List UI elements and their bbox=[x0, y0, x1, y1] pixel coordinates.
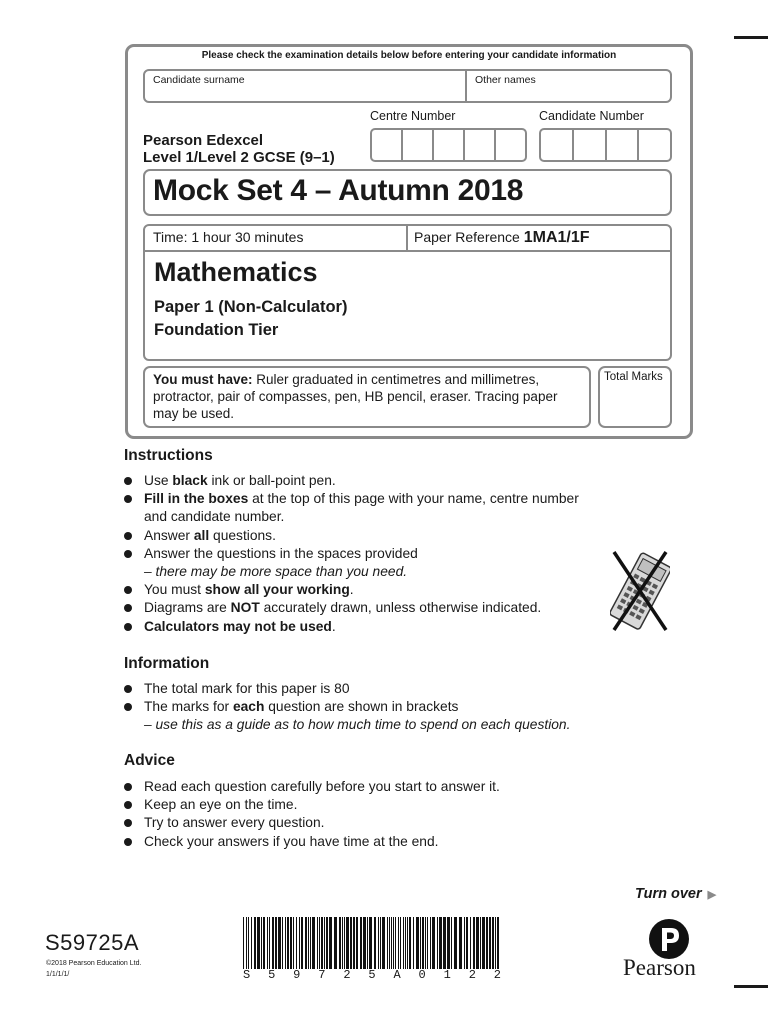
barcode-bar bbox=[497, 917, 499, 969]
instructions-item bbox=[124, 490, 584, 526]
print-code: 1/1/1/1/ bbox=[46, 971, 70, 978]
barcode-bar bbox=[246, 917, 247, 969]
item-text: You must bbox=[144, 582, 205, 598]
barcode-bar bbox=[369, 917, 372, 969]
barcode-digit: S bbox=[243, 968, 251, 982]
barcode-bar bbox=[339, 917, 341, 969]
barcode-bar bbox=[473, 917, 475, 969]
instructions-item bbox=[124, 472, 584, 490]
barcode-bar bbox=[492, 917, 494, 969]
barcode-bar bbox=[299, 917, 300, 969]
barcode-bar bbox=[466, 917, 468, 969]
item-emphasis: Calculators may not be used bbox=[144, 618, 332, 634]
barcode-bar bbox=[267, 917, 268, 969]
item-emphasis: all bbox=[193, 527, 210, 543]
barcode-bar bbox=[305, 917, 307, 969]
bullet-icon bbox=[124, 604, 132, 612]
barcode-bar bbox=[344, 917, 345, 969]
barcode-bar bbox=[374, 917, 376, 969]
barcode-bar bbox=[459, 917, 462, 969]
bullet-icon bbox=[124, 819, 132, 827]
instructions-item bbox=[124, 581, 584, 599]
barcode-bar bbox=[380, 917, 381, 969]
barcode-bar bbox=[443, 917, 446, 969]
barcode bbox=[243, 917, 501, 969]
bullet-icon bbox=[124, 783, 132, 791]
instructions-item bbox=[124, 527, 584, 545]
information-list bbox=[124, 680, 584, 735]
barcode-bar bbox=[296, 917, 297, 969]
bullet-icon bbox=[124, 703, 132, 711]
information-heading: Information bbox=[124, 655, 210, 672]
instructions-heading: Instructions bbox=[124, 447, 213, 464]
other-names-label: Other names bbox=[475, 74, 536, 86]
bullet-icon bbox=[124, 550, 132, 558]
barcode-bar bbox=[317, 917, 318, 969]
advice-list bbox=[124, 778, 584, 851]
barcode-bar bbox=[470, 917, 471, 969]
digit-box[interactable] bbox=[607, 130, 640, 160]
barcode-digit: 5 bbox=[268, 968, 276, 982]
item-emphasis: black bbox=[172, 473, 208, 488]
barcode-bar bbox=[346, 917, 349, 969]
barcode-bar bbox=[254, 917, 256, 969]
bullet-icon bbox=[124, 623, 132, 631]
barcode-bar bbox=[447, 917, 450, 969]
barcode-bar bbox=[282, 917, 283, 969]
candidate-number-boxes[interactable] bbox=[539, 128, 672, 162]
item-emphasis: NOT bbox=[230, 600, 260, 616]
registration-mark-bottom bbox=[734, 985, 768, 988]
qualification-level: Level 1/Level 2 GCSE (9–1) bbox=[143, 149, 335, 166]
barcode-digit: 5 bbox=[368, 968, 376, 982]
paper-reference bbox=[414, 229, 590, 247]
barcode-bar bbox=[480, 917, 481, 969]
barcode-bar bbox=[395, 917, 396, 969]
copyright-block bbox=[46, 958, 141, 980]
paper-subtitle bbox=[154, 296, 347, 342]
barcode-digit: A bbox=[393, 968, 401, 982]
barcode-digit: 2 bbox=[468, 968, 476, 982]
board-name: Pearson Edexcel bbox=[143, 132, 264, 149]
barcode-digit: 7 bbox=[318, 968, 326, 982]
bullet-icon bbox=[124, 838, 132, 846]
barcode-bar bbox=[454, 917, 457, 969]
barcode-bar bbox=[420, 917, 421, 969]
registration-mark-top bbox=[734, 36, 768, 39]
advice-item bbox=[124, 778, 584, 796]
candidate-surname-field[interactable] bbox=[143, 69, 467, 103]
barcode-bar bbox=[389, 917, 390, 969]
item-emphasis: show all your working bbox=[204, 582, 350, 598]
barcode-bar bbox=[403, 917, 404, 969]
barcode-bar bbox=[391, 917, 392, 969]
barcode-bar bbox=[495, 917, 496, 969]
barcode-digit: 9 bbox=[293, 968, 301, 982]
information-item bbox=[124, 680, 584, 698]
barcode-bar bbox=[427, 917, 428, 969]
barcode-digit: 2 bbox=[493, 968, 501, 982]
turn-over-note bbox=[635, 886, 716, 902]
barcode-bar bbox=[476, 917, 479, 969]
barcode-bar bbox=[464, 917, 465, 969]
bullet-icon bbox=[124, 532, 132, 540]
check-note: Please check the examination details below before entering your candidate information bbox=[201, 50, 617, 61]
barcode-digit: 2 bbox=[343, 968, 351, 982]
item-text: Try to answer every question. bbox=[144, 815, 325, 831]
barcode-bar bbox=[482, 917, 485, 969]
bullet-icon bbox=[124, 586, 132, 594]
exam-title: Mock Set 4 – Autumn 2018 bbox=[153, 174, 524, 207]
item-text: Use bbox=[144, 473, 173, 488]
item-note: – there may be more space than you need. bbox=[144, 564, 408, 580]
must-have-text: Ruler graduated in centimetres and millimetres, protractor, pair of compasses, pen, HB pencil, eraser. Tracing paper may be used. bbox=[153, 372, 558, 421]
total-marks-label: Total Marks bbox=[604, 371, 663, 383]
no-calculator-icon bbox=[610, 548, 670, 632]
barcode-bar bbox=[350, 917, 352, 969]
barcode-bar bbox=[489, 917, 491, 969]
exam-board bbox=[143, 132, 335, 166]
pearson-logo-icon bbox=[648, 918, 690, 960]
barcode-bar bbox=[416, 917, 419, 969]
barcode-bar bbox=[439, 917, 442, 969]
item-text: The marks for bbox=[144, 699, 233, 715]
bullet-icon bbox=[124, 685, 132, 693]
candidate-surname-label: Candidate surname bbox=[153, 74, 245, 86]
barcode-bar bbox=[432, 917, 435, 969]
barcode-bar bbox=[285, 917, 286, 969]
advice-item bbox=[124, 833, 584, 851]
barcode-digit: 1 bbox=[443, 968, 451, 982]
item-emphasis: each bbox=[232, 699, 265, 715]
item-text: at the top of this page with your name, centre number and candidate number. bbox=[144, 491, 579, 525]
barcode-bar bbox=[308, 917, 309, 969]
item-text: . bbox=[349, 582, 354, 598]
turn-over-text: Turn over bbox=[635, 886, 702, 902]
barcode-bar bbox=[378, 917, 379, 969]
instructions-list bbox=[124, 472, 584, 636]
barcode-bar bbox=[329, 917, 332, 969]
candidate-number-label: Candidate Number bbox=[539, 109, 644, 123]
instructions-item bbox=[124, 599, 584, 617]
barcode-bar bbox=[261, 917, 262, 969]
item-note: – use this as a guide as to how much time to spend on each question. bbox=[144, 717, 571, 733]
bullet-icon bbox=[124, 495, 132, 503]
digit-box[interactable] bbox=[465, 130, 496, 160]
item-text: Read each question carefully before you start to answer it. bbox=[144, 779, 500, 794]
instructions-item bbox=[124, 618, 584, 636]
item-text: . bbox=[331, 618, 336, 634]
barcode-bar bbox=[293, 917, 294, 969]
exam-time: Time: 1 hour 30 minutes bbox=[153, 229, 304, 245]
item-emphasis: Fill in the boxes bbox=[144, 491, 249, 507]
advice-item bbox=[124, 814, 584, 832]
centre-number-label: Centre Number bbox=[370, 109, 456, 123]
barcode-bar bbox=[430, 917, 431, 969]
item-text: The total mark for this paper is 80 bbox=[144, 681, 350, 696]
bullet-icon bbox=[124, 477, 132, 485]
item-text: questions. bbox=[209, 527, 276, 543]
digit-box[interactable] bbox=[434, 130, 465, 160]
copyright: ©2018 Pearson Education Ltd. bbox=[46, 960, 142, 967]
item-text: ink or ball-point pen. bbox=[207, 473, 336, 488]
barcode-bar bbox=[324, 917, 325, 969]
barcode-bar bbox=[393, 917, 394, 969]
barcode-bar bbox=[360, 917, 362, 969]
barcode-bar bbox=[251, 917, 252, 969]
barcode-bar bbox=[290, 917, 292, 969]
information-item bbox=[124, 698, 584, 734]
barcode-bar bbox=[269, 917, 270, 969]
barcode-digit: 0 bbox=[418, 968, 426, 982]
barcode-bar bbox=[486, 917, 488, 969]
barcode-bar bbox=[263, 917, 265, 969]
barcode-bar bbox=[321, 917, 323, 969]
barcode-bar bbox=[319, 917, 320, 969]
paper-name: Paper 1 (Non-Calculator) bbox=[154, 298, 348, 316]
barcode-bar bbox=[422, 917, 424, 969]
item-text: Answer bbox=[144, 527, 194, 543]
centre-number-boxes[interactable] bbox=[370, 128, 527, 162]
barcode-bar bbox=[287, 917, 289, 969]
item-text: Diagrams are bbox=[144, 600, 231, 616]
subject-title: Mathematics bbox=[154, 257, 318, 287]
barcode-digits bbox=[243, 968, 501, 982]
item-text: Check your answers if you have time at the end. bbox=[144, 833, 439, 849]
item-text: accurately drawn, unless otherwise indicated. bbox=[259, 600, 542, 616]
digit-box[interactable] bbox=[403, 130, 434, 160]
barcode-bar bbox=[413, 917, 414, 969]
barcode-bar bbox=[312, 917, 315, 969]
barcode-bar bbox=[437, 917, 438, 969]
barcode-bar bbox=[334, 917, 337, 969]
barcode-bar bbox=[310, 917, 311, 969]
paper-reference-code: 1MA1/1F bbox=[523, 229, 590, 246]
triangle-right-icon: ▶ bbox=[707, 889, 717, 901]
barcode-bar bbox=[353, 917, 355, 969]
barcode-bar bbox=[398, 917, 399, 969]
barcode-bar bbox=[409, 917, 411, 969]
digit-box[interactable] bbox=[496, 130, 525, 160]
barcode-bar bbox=[278, 917, 281, 969]
barcode-bar bbox=[257, 917, 260, 969]
barcode-bar bbox=[367, 917, 368, 969]
advice-item bbox=[124, 796, 584, 814]
bullet-icon bbox=[124, 801, 132, 809]
barcode-bar bbox=[301, 917, 303, 969]
advice-heading: Advice bbox=[124, 752, 175, 769]
divider bbox=[406, 224, 408, 251]
publisher-wordmark: Pearson bbox=[623, 955, 696, 980]
barcode-bar bbox=[425, 917, 426, 969]
barcode-bar bbox=[243, 917, 244, 969]
item-text: Answer the questions in the spaces provided bbox=[144, 545, 418, 561]
barcode-bar bbox=[356, 917, 358, 969]
barcode-bar bbox=[248, 917, 249, 969]
barcode-bar bbox=[272, 917, 274, 969]
paper-reference-label: Paper Reference bbox=[414, 229, 520, 245]
barcode-bar bbox=[405, 917, 406, 969]
digit-box[interactable] bbox=[372, 130, 403, 160]
paper-tier: Foundation Tier bbox=[154, 321, 279, 339]
barcode-bar bbox=[387, 917, 388, 969]
digit-box[interactable] bbox=[541, 130, 574, 160]
barcode-bar bbox=[382, 917, 385, 969]
item-text: Keep an eye on the time. bbox=[144, 797, 298, 813]
barcode-bar bbox=[451, 917, 452, 969]
barcode-bar bbox=[326, 917, 328, 969]
other-names-field[interactable] bbox=[465, 69, 672, 103]
item-text: question are shown in brackets bbox=[264, 699, 459, 715]
must-have-label: You must have: bbox=[153, 372, 253, 387]
barcode-bar bbox=[407, 917, 408, 969]
barcode-bar bbox=[400, 917, 401, 969]
digit-box[interactable] bbox=[639, 130, 670, 160]
instructions-item bbox=[124, 545, 584, 581]
barcode-bar bbox=[363, 917, 366, 969]
equipment-text bbox=[153, 371, 585, 422]
digit-box[interactable] bbox=[574, 130, 607, 160]
barcode-bar bbox=[342, 917, 343, 969]
barcode-bar bbox=[275, 917, 277, 969]
paper-code: S59725A bbox=[45, 930, 140, 955]
